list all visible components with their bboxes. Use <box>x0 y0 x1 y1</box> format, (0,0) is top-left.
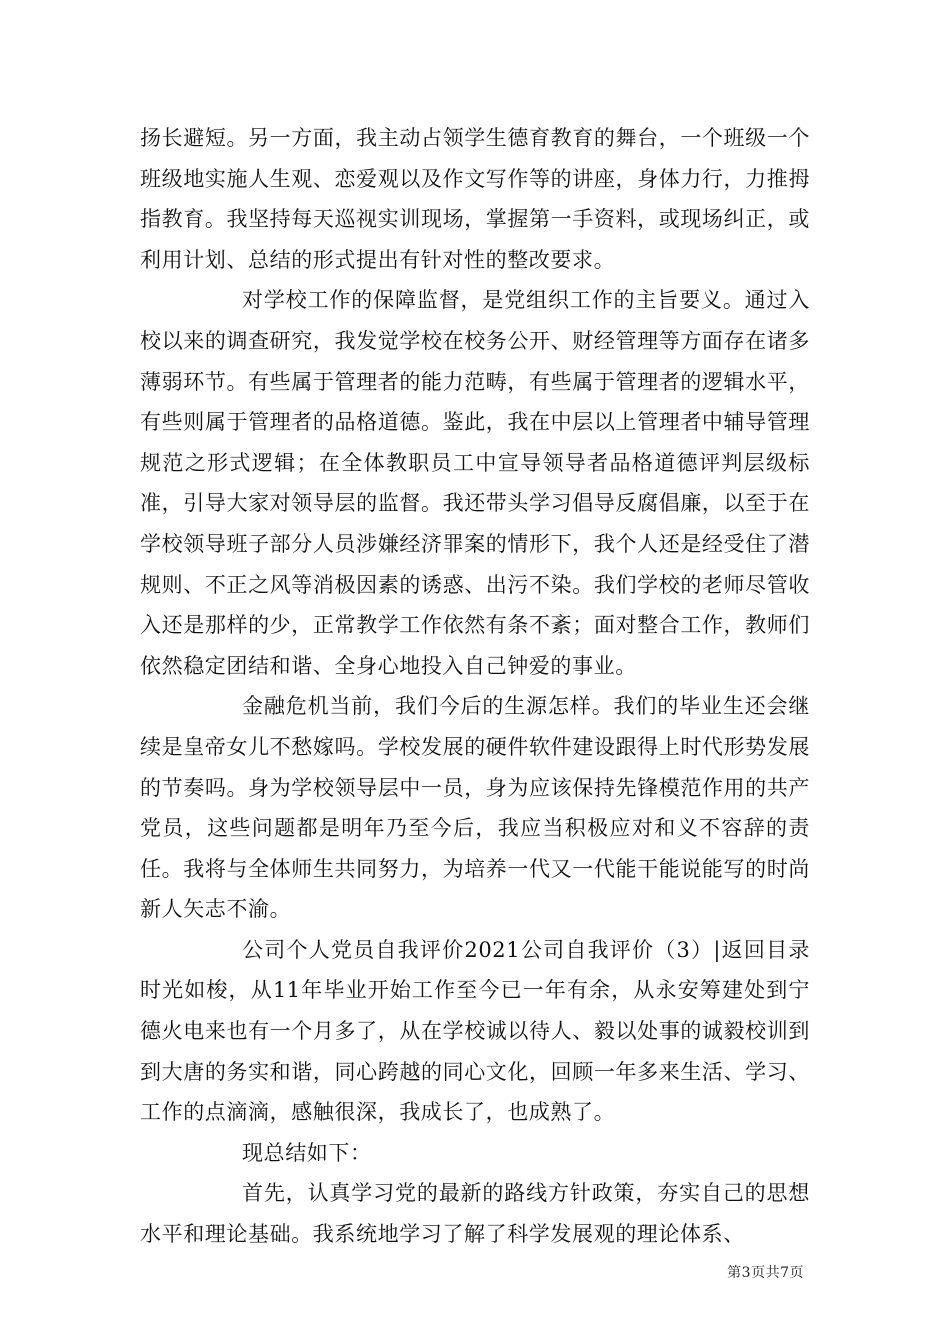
paragraph-1: 扬长避短。另一方面，我主动占领学生德育教育的舞台，一个班级一个班级地实施人生观、恋爱观以及作文写作等的讲座，身体力行，力推拇指教育。我坚持每天巡视实训现场，掌握第一手资料，或现场纠正，或利用计划、总结的形式提出有针对性的整改要求。 <box>140 126 810 272</box>
paragraph-4: 公司个人党员自我评价2021公司自我评价（3）|返回目录时光如梭，从11年毕业开始工作至今已一年有余，从永安筹建处到宁德火电来也有一个月多了，从在学校诚以待人、毅以处事的诚毅校训到到大唐的务实和谐，同心跨越的同心文化，回顾一年多来生活、学习、工作的点滴滴，感触很深，我成长了，也成熟了。 <box>140 937 810 1125</box>
document-body <box>140 118 810 1255</box>
paragraph-2: 对学校工作的保障监督，是党组织工作的主旨要义。通过入校以来的调查研究，我发觉学校在校务公开、财经管理等方面存在诸多薄弱环节。有些属于管理者的能力范畴，有些属于管理者的逻辑水平，有些则属于管理者的品格道德。鉴此，我在中层以上管理者中辅导管理规范之形式逻辑；在全体教职员工中宣导领导者品格道德评判层级标准，引导大家对领导层的监督。我还带头学习倡导反腐倡廉，以至于在学校领导班子部分人员涉嫌经济罪案的情形下，我个人还是经受住了潜规则、不正之风等消极因素的诱惑、出污不染。我们学校的老师尽管收入还是那样的少，正常教学工作依然有条不紊；面对整合工作，教师们依然稳定团结和谐、全身心地投入自己钟爱的事业。 <box>140 288 810 678</box>
page-number-footer: 第3页共7页 <box>727 1265 804 1281</box>
paragraph-3: 金融危机当前，我们今后的生源怎样。我们的毕业生还会继续是皇帝女儿不愁嫁吗。学校发展的硬件软件建设跟得上时代形势发展的节奏吗。身为学校领导层中一员，身为应该保持先锋模范作用的共产党员，这些问题都是明年乃至今后，我应当积极应对和义不容辞的责任。我将与全体师生共同努力，为培养一代又一代能干能说能写的时尚新人矢志不渝。 <box>140 694 810 922</box>
paragraph-5: 现总结如下： <box>242 1140 372 1165</box>
paragraph-6: 首先，认真学习党的最新的路线方针政策，夯实自己的思想水平和理论基础。我系统地学习了解了科学发展观的理论体系、 <box>140 1181 810 1247</box>
